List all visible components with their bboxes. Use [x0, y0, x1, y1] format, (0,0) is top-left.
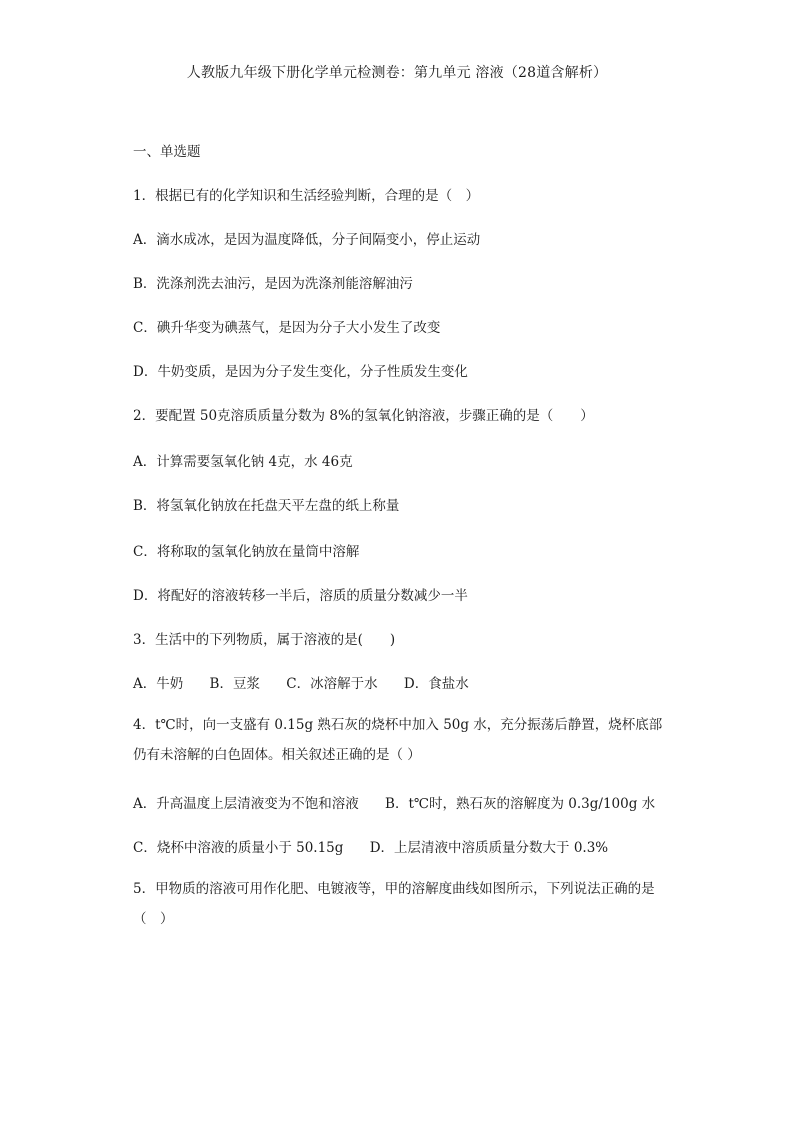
- question-3-stem: 3．生活中的下列物质，属于溶液的是( ): [133, 632, 396, 648]
- question-3-option-c: C．冰溶解于水: [286, 676, 378, 692]
- question-4-option-b: B．t℃时，熟石灰的溶解度为 0.3g/100g 水: [385, 796, 656, 812]
- question-2-option-b: B．将氢氧化钠放在托盘天平左盘的纸上称量: [133, 498, 400, 514]
- question-5-stem: 5．甲物质的溶液可用作化肥、电镀液等，甲的溶解度曲线如图所示，下列说法正确的是（ ）: [133, 881, 655, 927]
- question-2-option-a: A．计算需要氢氧化钠 4克，水 46克: [133, 454, 353, 470]
- question-3-option-b: B．豆浆: [209, 676, 260, 692]
- question-4-stem: 4．t℃时，向一支盛有 0.15g 熟石灰的烧杯中加入 50g 水，充分振荡后静置，烧杯底部仍有未溶解的白色固体。相关叙述正确的是（ ）: [133, 717, 663, 763]
- question-3-options: [133, 672, 469, 692]
- question-1-stem: 1．根据已有的化学知识和生活经验判断，合理的是（ ）: [133, 188, 480, 204]
- document-title: 人教版九年级下册化学单元检测卷：第九单元 溶液（28道含解析）: [186, 65, 608, 81]
- question-2-option-c: C．将称取的氢氧化钠放在量筒中溶解: [133, 544, 360, 560]
- question-4-option-d: D．上层清液中溶质质量分数大于 0.3%: [369, 840, 609, 856]
- question-4-options-row-2: [133, 836, 608, 856]
- question-4-option-c: C．烧杯中溶液的质量小于 50.15g: [133, 840, 344, 856]
- question-1-option-b: B．洗涤剂洗去油污，是因为洗涤剂能溶解油污: [133, 276, 413, 292]
- question-1-option-d: D．牛奶变质，是因为分子发生变化，分子性质发生变化: [133, 364, 468, 380]
- question-3-option-d: D．食盐水: [403, 676, 469, 692]
- section-heading: 一、单选题: [133, 144, 201, 160]
- question-4-options-row-1: [133, 792, 655, 812]
- question-1-option-a: A．滴水成冰，是因为温度降低，分子间隔变小，停止运动: [133, 232, 481, 248]
- question-1-option-c: C．碘升华变为碘蒸气，是因为分子大小发生了改变: [133, 320, 441, 336]
- question-4-option-a: A．升高温度上层清液变为不饱和溶液: [133, 796, 359, 812]
- question-2-stem: 2．要配置 50克溶质质量分数为 8%的氢氧化钠溶液，步骤正确的是（ ）: [133, 408, 594, 424]
- question-2-option-d: D．将配好的溶液转移一半后，溶质的质量分数减少一半: [133, 588, 468, 604]
- question-3-option-a: A．牛奶: [133, 676, 184, 692]
